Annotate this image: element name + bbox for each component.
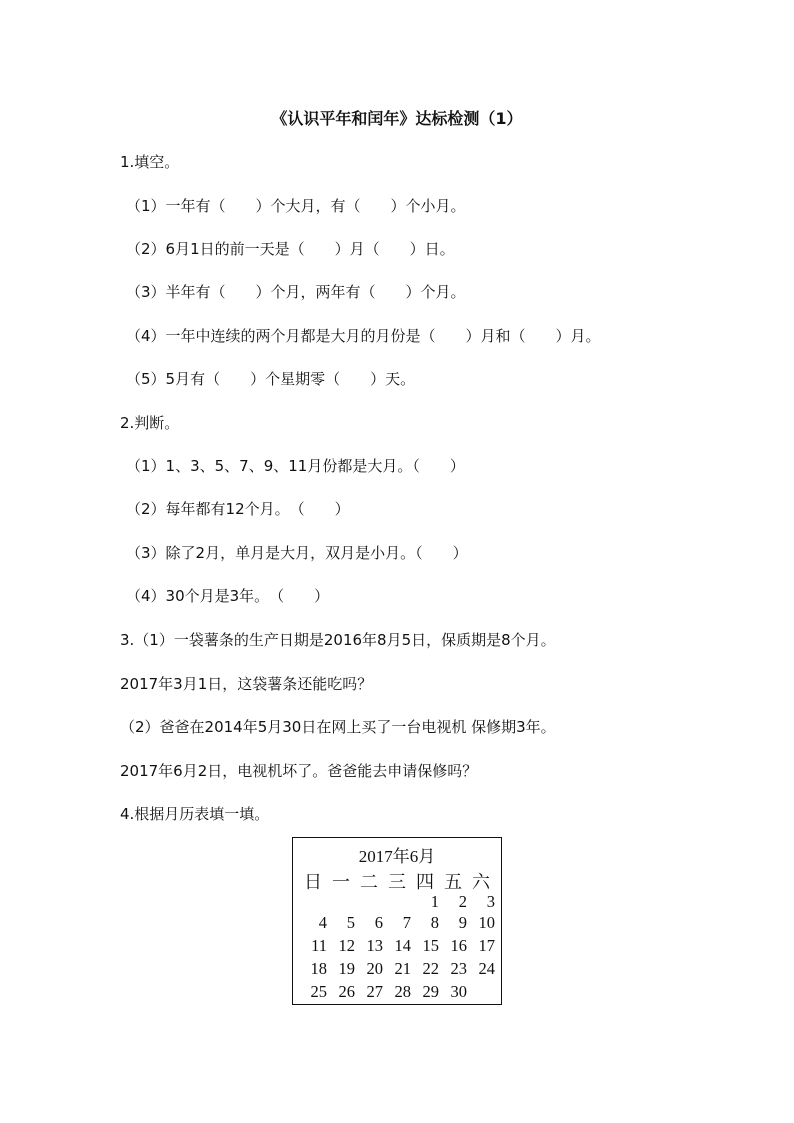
calendar-day: 8 xyxy=(430,912,439,932)
weekday-label: 五 xyxy=(444,872,462,893)
q2-item-4: （4）30个月是3年。 （ ） xyxy=(126,587,330,605)
month-calendar xyxy=(292,837,502,1005)
q3-line-2: 2017年3月1日，这袋薯条还能吃吗？ xyxy=(120,675,373,693)
calendar-day: 16 xyxy=(450,935,467,955)
q4-heading: 4.根据月历表填一填。 xyxy=(120,805,270,823)
calendar-day: 30 xyxy=(450,981,467,1001)
calendar-week-row xyxy=(299,957,495,980)
calendar-week-row xyxy=(299,911,495,934)
page-title: 《认识平年和闰年》达标检测（1） xyxy=(271,109,523,128)
calendar-day: 17 xyxy=(478,935,495,955)
calendar-grid xyxy=(299,869,495,1003)
calendar-day: 5 xyxy=(346,912,355,932)
calendar-day: 1 xyxy=(430,892,439,911)
weekday-label: 三 xyxy=(388,872,406,893)
calendar-day: 25 xyxy=(310,981,327,1001)
calendar-day: 7 xyxy=(402,912,411,932)
calendar-day: 15 xyxy=(422,935,439,955)
q1-item-4: （4）一年中连续的两个月都是大月的月份是（ ）月和（ ）月。 xyxy=(126,327,601,345)
calendar-day: 14 xyxy=(394,935,411,955)
q1-item-1: （1）一年有（ ）个大月，有（ ）个小月。 xyxy=(126,197,466,215)
calendar-day: 19 xyxy=(338,958,355,978)
weekday-label: 四 xyxy=(416,872,434,893)
calendar-day: 27 xyxy=(366,981,383,1001)
weekday-label: 六 xyxy=(472,872,490,893)
calendar-day: 23 xyxy=(450,958,467,978)
q2-heading: 2.判断。 xyxy=(120,414,180,432)
calendar-day: 29 xyxy=(422,981,439,1001)
calendar-day: 12 xyxy=(338,935,355,955)
q3-line-1: 3.（1）一袋薯条的生产日期是2016年8月5日，保质期是8个月。 xyxy=(120,631,556,649)
q1-item-2: （2）6月1日的前一天是（ ）月（ ）日。 xyxy=(126,240,455,258)
calendar-day: 21 xyxy=(394,958,411,978)
q2-item-1: （1）1、3、5、7、9、11月份都是大月。（ ） xyxy=(126,457,465,475)
calendar-day: 26 xyxy=(338,981,355,1001)
calendar-day: 22 xyxy=(422,958,439,978)
calendar-day: 6 xyxy=(374,912,383,932)
weekday-label: 二 xyxy=(360,872,378,893)
q1-item-3: （3）半年有（ ）个月，两年有（ ）个月。 xyxy=(126,283,466,301)
q3-line-4: 2017年6月2日，电视机坏了。爸爸能去申请保修吗？ xyxy=(120,762,478,780)
weekday-label: 一 xyxy=(332,872,350,893)
q2-item-2: （2）每年都有12个月。 （ ） xyxy=(126,500,350,518)
calendar-day: 13 xyxy=(366,935,383,955)
q1-item-5: （5）5月有（ ）个星期零（ ）天。 xyxy=(126,370,416,388)
q3-line-3: （2）爸爸在2014年5月30日在网上买了一台电视机 保修期3年。 xyxy=(120,718,556,736)
calendar-week-row xyxy=(299,980,495,1003)
calendar-week-row xyxy=(299,893,495,911)
calendar-day: 18 xyxy=(310,958,327,978)
weekday-label: 日 xyxy=(304,872,322,893)
weekday-header-row xyxy=(299,869,495,893)
calendar-day: 10 xyxy=(478,912,495,932)
calendar-day: 2 xyxy=(458,892,467,911)
calendar-title: 2017年6月 xyxy=(358,847,436,866)
calendar-day: 24 xyxy=(478,958,495,978)
calendar-day: 9 xyxy=(458,912,467,932)
q1-heading: 1.填空。 xyxy=(120,153,180,171)
q2-item-3: （3）除了2月，单月是大月，双月是小月。（ ） xyxy=(126,544,468,562)
calendar-week-row xyxy=(299,934,495,957)
calendar-day: 3 xyxy=(486,892,495,911)
calendar-day: 28 xyxy=(394,981,411,1001)
calendar-day: 20 xyxy=(366,958,383,978)
calendar-day: 4 xyxy=(318,912,327,932)
calendar-day: 11 xyxy=(311,935,327,955)
